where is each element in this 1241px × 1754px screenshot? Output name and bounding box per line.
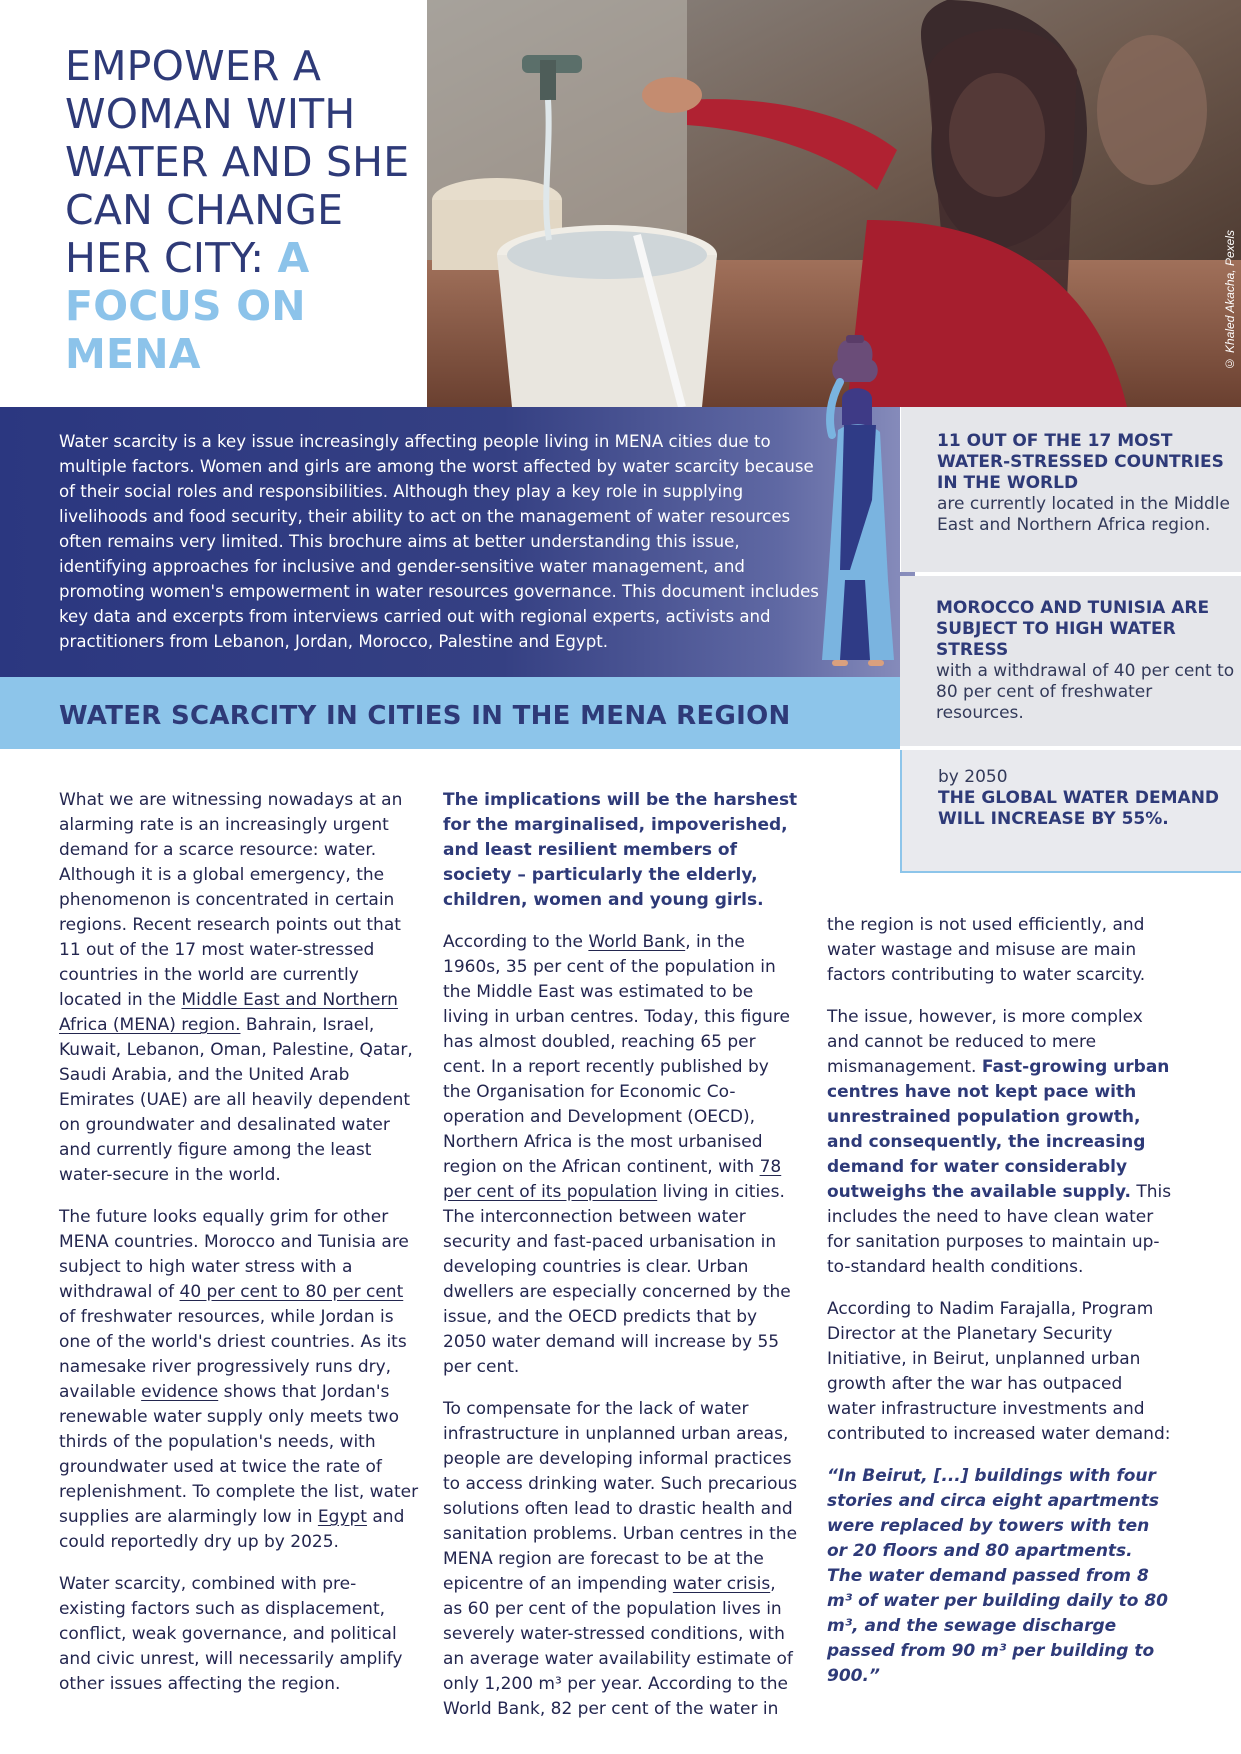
link-mena-region[interactable]: Middle East and Northern Africa (MENA) region. <box>59 990 398 1035</box>
stat-1-normal: are currently located in the Middle East and Northern Africa region. <box>937 494 1230 535</box>
col3-paragraph-1: the region is not used efficiently, and water wastage and misuse are main factors contributing to water scarcity. <box>827 915 1146 985</box>
col1-paragraph-3: Water scarcity, combined with pre-existing factors such as displacement, conflict, weak governance, and political and civic unrest, will necessarily amplify other issues affecting the region. <box>59 1574 403 1694</box>
section-heading: WATER SCARCITY IN CITIES IN THE MENA REGION <box>59 701 791 731</box>
col2-paragraph-2: According to the World Bank, in the 1960s, 35 per cent of the population in the Middle East was estimated to be living in urban centres. Today, this figure has almost doubled, reaching 65 per cent. In a report recently published by the Organisation for Economic Co-operation and Development (OECD), Northern Africa is the most urbanised region on the African continent, with 78 per cent of its population living in cities. The interconnection between water security and fast-paced urbanisation in developing countries is clear. Urban dwellers are especially concerned by the issue, and the OECD predicts that by 2050 water demand will increase by 55 per cent. <box>443 932 791 1377</box>
column-2 <box>443 788 798 1739</box>
link-world-bank[interactable]: World Bank <box>588 932 686 952</box>
stat-box-2 <box>900 576 1241 746</box>
stat-2-strong: MOROCCO AND TUNISIA ARE SUBJECT TO HIGH WATER STRESS <box>936 598 1210 660</box>
link-egypt[interactable]: Egypt <box>317 1507 367 1527</box>
col1-paragraph-1: What we are witnessing nowadays at an alarming rate is an increasingly urgent demand for a scarce resource: water. Although it is a global emergency, the phenomenon is concentrated in certain regions. Recent research points out that 11 out of the 17 most water-stressed countries in the world are currently located in the Middle East and Northern Africa (MENA) region. Bahrain, Israel, Kuwait, Lebanon, Oman, Palestine, Qatar, Saudi Arabia, and the United Arab Emirates (UAE) are all heavily dependent on groundwater and desalinated water and currently figure among the least water-secure in the world. <box>59 790 413 1185</box>
stat-box-3 <box>900 750 1241 873</box>
stat-1-strong: 11 OUT OF THE 17 MOST WATER-STRESSED COUNTRIES IN THE WORLD <box>937 431 1224 493</box>
title-accent: A FOCUS ON MENA <box>65 234 310 378</box>
col2-highlight: The implications will be the harshest for the marginalised, impoverished, and least resilient members of society – particularly the elderly, children, women and young girls. <box>443 790 798 910</box>
title-main: EMPOWER A WOMAN WITH WATER AND SHE CAN CHANGE HER CITY: <box>65 42 410 282</box>
woman-water-jug-icon <box>810 330 905 680</box>
page-title <box>65 42 425 378</box>
col3-paragraph-2: The issue, however, is more complex and cannot be reduced to mere mismanagement. Fast-growing urban centres have not kept pace with unrestrained population growth, and consequently, the increasing demand for water considerably outweighs the available supply. This includes the need to have clean water for sanitation purposes to maintain up-to-standard health conditions. <box>827 1007 1172 1277</box>
stat-3-strong: THE GLOBAL WATER DEMAND WILL INCREASE BY 55%. <box>938 788 1220 829</box>
stat-box-1 <box>900 407 1241 572</box>
column-3 <box>827 913 1172 1706</box>
link-evidence[interactable]: evidence <box>141 1382 219 1402</box>
stat-2-normal: with a withdrawal of 40 per cent to 80 per cent of freshwater resources. <box>936 661 1235 723</box>
photo-credit: © Khaled Akacha, Pexels <box>1223 230 1237 371</box>
col3-paragraph-3: According to Nadim Farajalla, Program Director at the Planetary Security Initiative, in Beirut, unplanned urban growth after the war has outpaced water infrastructure investments and contributed to increased water demand: <box>827 1299 1171 1444</box>
col3-quote: “In Beirut, [...] buildings with four stories and circa eight apartments were replaced by towers with ten or 20 floors and 80 apartments. The water demand passed from 8 m³ of water per building daily to 80 m³, and the sewage discharge passed from 90 m³ per building to 900.” <box>827 1466 1168 1686</box>
col1-paragraph-2: The future looks equally grim for other MENA countries. Morocco and Tunisia are subject to high water stress with a withdrawal of 40 per cent to 80 per cent of freshwater resources, while Jordan is one of the world's driest countries. As its namesake river progressively runs dry, available evidence shows that Jordan's renewable water supply only meets two thirds of the population's needs, with groundwater used at twice the rate of replenishment. To complete the list, water supplies are alarmingly low in Egypt and could reportedly dry up by 2025. <box>59 1207 419 1552</box>
intro-text: Water scarcity is a key issue increasingly affecting people living in MENA cities due to multiple factors. Women and girls are among the worst affected by water scarcity because of their social roles and responsibilities. Although they play a key role in supplying livelihoods and food security, their ability to act on the management of water resources often remains very limited. This brochure aims at better understanding this issue, identifying approaches for inclusive and gender-sensitive water management, and promoting women's empowerment in water resources governance. This document includes key data and excerpts from interviews carried out with regional experts, activists and practitioners from Lebanon, Jordan, Morocco, Palestine and Egypt. <box>59 432 819 651</box>
col2-paragraph-3: To compensate for the lack of water infrastructure in unplanned urban areas, people are developing informal practices to access drinking water. Such precarious solutions often lead to drastic health and sanitation problems. Urban centres in the MENA region are forecast to be at the epicentre of an impending water crisis, as 60 per cent of the population lives in severely water-stressed conditions, with an average water availability estimate of only 1,200 m³ per year. According to the World Bank, 82 per cent of the water in <box>443 1399 798 1719</box>
column-1 <box>59 788 419 1714</box>
stat-3-normal: by 2050 <box>938 767 1008 787</box>
link-withdrawal[interactable]: 40 per cent to 80 per cent <box>179 1282 404 1302</box>
link-population[interactable]: 78 per cent of its population <box>443 1157 782 1202</box>
link-water-crisis[interactable]: water crisis <box>672 1574 771 1594</box>
